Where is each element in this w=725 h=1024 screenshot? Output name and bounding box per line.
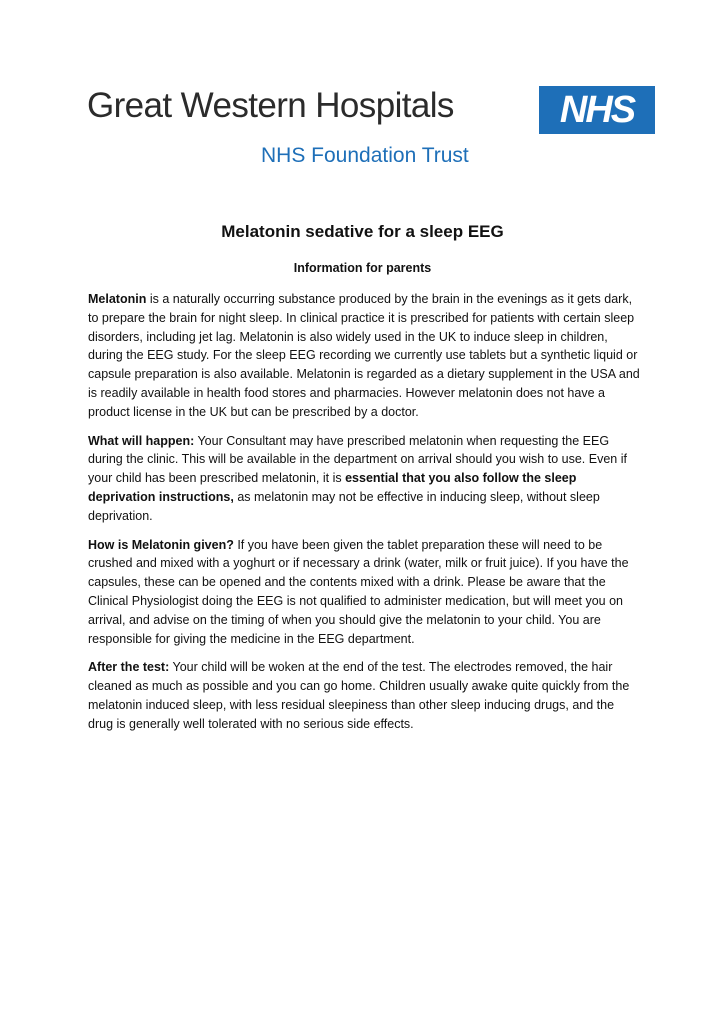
paragraph-what-will-happen [88, 432, 640, 526]
nhs-logo-text: NHS [559, 89, 635, 131]
document-body [88, 290, 640, 744]
nhs-logo [539, 86, 655, 134]
letterhead [87, 86, 657, 170]
paragraph-lead: After the test: [88, 660, 170, 675]
paragraph-text: If you have been given the tablet preparation these will need to be crushed and mixed with a yoghurt or if necessary a drink (water, milk or fruit juice). If you have the capsules, these can be opened and the contents mixed with a drink. Please be aware that the Clinical Physiologist doing the EEG is not qualified to administer medication, but will meet you on arrival, and advise on the timing of when you should give the melatonin to your child. You are responsible for giving the medicine in the EEG department. [88, 537, 629, 646]
paragraph-lead: How is Melatonin given? [88, 537, 234, 552]
paragraph-lead: Melatonin [88, 292, 147, 306]
document-subtitle: Information for parents [293, 261, 432, 275]
organization-name: Great Western Hospitals [87, 86, 454, 125]
trust-name: NHS Foundation Trust [261, 144, 469, 167]
paragraph-melatonin [88, 290, 640, 422]
paragraph-text: as melatonin may not be effective in inducing sleep, without sleep deprivation. [88, 489, 600, 523]
paragraph-after-test [88, 658, 640, 733]
paragraph-how-given [88, 536, 640, 649]
emphasis-text: essential that you also follow the sleep deprivation instructions, [88, 471, 577, 504]
paragraph-lead: What will happen: [88, 433, 195, 448]
paragraph-text: Your Consultant may have prescribed melatonin when requesting the EEG during the clinic. This will be available in the department on arrival should you wish to use. Even if your child has been prescribed melatonin, it is [88, 433, 627, 486]
paragraph-text: Your child will be woken at the end of the test. The electrodes removed, the hair cleaned as much as possible and you can go home. Children usually awake quite quickly from the melatonin induced sleep, with less residual sleepiness than other sleep inducing drugs, and the drug is generally well tolerated with no serious side effects. [88, 660, 630, 731]
document-title: Melatonin sedative for a sleep EEG [221, 222, 504, 241]
paragraph-text: is a naturally occurring substance produced by the brain in the evenings as it gets dark, to prepare the brain for night sleep. In clinical practice it is prescribed for patients with certain sleep disorders, including jet lag. Melatonin is also widely used in the UK to induce sleep in children, during the EEG study. For the sleep EEG recording we currently use tablets but a synthetic liquid or capsule preparation is also available. Melatonin is regarded as a dietary supplement in the USA and is readily available in health food stores and pharmacies. However melatonin does not have a product license in the UK but can be prescribed by a doctor. [88, 292, 640, 419]
